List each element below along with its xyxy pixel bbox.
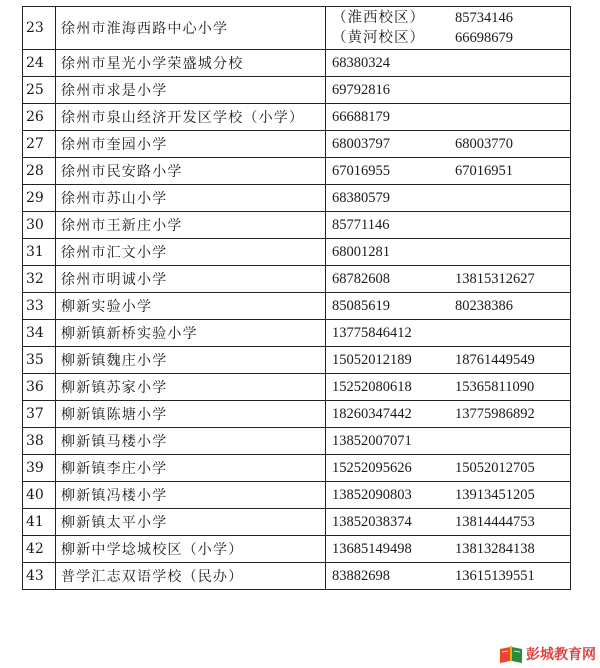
table-row	[23, 212, 571, 239]
table-body	[23, 7, 571, 590]
table-row	[23, 563, 571, 590]
table-row	[23, 401, 571, 428]
phone-cell	[326, 482, 571, 509]
phone-cell	[326, 509, 571, 536]
school-name: 柳新镇新桥实验小学	[56, 320, 326, 347]
campus-label: （黄河校区）	[332, 30, 425, 46]
phone-cell	[326, 320, 571, 347]
phone-primary: 13685149498	[332, 540, 412, 557]
row-number: 31	[23, 239, 56, 266]
table-row	[23, 77, 571, 104]
table-row	[23, 482, 571, 509]
row-number: 28	[23, 158, 56, 185]
row-number: 29	[23, 185, 56, 212]
row-number: 37	[23, 401, 56, 428]
phone-cell	[326, 428, 571, 455]
school-name: 徐州市淮海西路中心小学	[56, 7, 326, 50]
table-row	[23, 347, 571, 374]
phone-cell	[326, 374, 571, 401]
table-row	[23, 266, 571, 293]
row-number: 38	[23, 428, 56, 455]
table-row	[23, 158, 571, 185]
phone-cell	[326, 401, 571, 428]
table-row	[23, 7, 571, 50]
row-number: 27	[23, 131, 56, 158]
phone-secondary: 80238386	[455, 297, 513, 314]
phone-primary: 68001281	[332, 243, 390, 260]
phone-primary: 15252080618	[332, 378, 412, 395]
school-name: 徐州市明诚小学	[56, 266, 326, 293]
phone-primary: 85771146	[332, 216, 390, 233]
phone-cell	[326, 239, 571, 266]
row-number: 42	[23, 536, 56, 563]
row-number: 30	[23, 212, 56, 239]
campus-phone: 85734146	[455, 10, 513, 26]
phone-cell	[326, 131, 571, 158]
phone-cell	[326, 347, 571, 374]
phone-secondary: 68003770	[455, 135, 513, 152]
phone-cell	[326, 563, 571, 590]
phone-primary: 15052012189	[332, 351, 412, 368]
school-name: 徐州市民安路小学	[56, 158, 326, 185]
phone-cell	[326, 536, 571, 563]
school-name: 徐州市求是小学	[56, 77, 326, 104]
phone-primary: 68003797	[332, 135, 390, 152]
phone-secondary: 13813284138	[455, 540, 535, 557]
school-name: 徐州市王新庄小学	[56, 212, 326, 239]
school-name: 柳新实验小学	[56, 293, 326, 320]
table-row	[23, 50, 571, 77]
table-row	[23, 509, 571, 536]
school-name: 柳新镇陈塘小学	[56, 401, 326, 428]
watermark-text: 彭城教育网	[526, 647, 596, 663]
phone-primary: 13852090803	[332, 486, 412, 503]
table-row	[23, 131, 571, 158]
phone-cell	[326, 212, 571, 239]
phone-secondary: 13913451205	[455, 486, 535, 503]
phone-primary: 66688179	[332, 108, 390, 125]
school-name: 柳新镇太平小学	[56, 509, 326, 536]
school-name: 柳新镇魏庄小学	[56, 347, 326, 374]
phone-cell	[326, 266, 571, 293]
phone-cell	[326, 158, 571, 185]
phone-secondary: 13775986892	[455, 405, 535, 422]
phone-primary: 13775846412	[332, 324, 412, 341]
school-name: 柳新镇苏家小学	[56, 374, 326, 401]
phone-secondary: 67016951	[455, 162, 513, 179]
campus-label: （淮西校区）	[332, 10, 425, 26]
campus-phone: 66698679	[455, 30, 513, 46]
phone-primary: 13852038374	[332, 513, 412, 530]
school-name: 徐州市泉山经济开发区学校（小学）	[56, 104, 326, 131]
row-number: 40	[23, 482, 56, 509]
school-name: 柳新镇李庄小学	[56, 455, 326, 482]
phone-primary: 68380324	[332, 54, 390, 71]
row-number: 32	[23, 266, 56, 293]
school-contact-table	[22, 6, 571, 590]
school-name: 普学汇志双语学校（民办）	[56, 563, 326, 590]
row-number: 24	[23, 50, 56, 77]
phone-cell	[326, 104, 571, 131]
phone-primary: 67016955	[332, 162, 390, 179]
phone-cell	[326, 50, 571, 77]
school-name: 徐州市汇文小学	[56, 239, 326, 266]
campus-line	[332, 28, 570, 48]
phone-secondary: 13815312627	[455, 270, 535, 287]
phone-primary: 85085619	[332, 297, 390, 314]
phone-primary: 18260347442	[332, 405, 412, 422]
school-name: 徐州市奎园小学	[56, 131, 326, 158]
phone-cell	[326, 293, 571, 320]
phone-cell	[326, 455, 571, 482]
phone-primary: 68380579	[332, 189, 390, 206]
school-name: 柳新中学埝城校区（小学）	[56, 536, 326, 563]
book-logo-icon	[498, 644, 524, 664]
school-name: 徐州市星光小学荣盛城分校	[56, 50, 326, 77]
school-name: 柳新镇冯楼小学	[56, 482, 326, 509]
phone-cell	[326, 7, 571, 50]
phone-secondary: 15365811090	[455, 378, 535, 395]
row-number: 23	[23, 7, 56, 50]
table-row	[23, 374, 571, 401]
phone-primary: 68782608	[332, 270, 390, 287]
table-row	[23, 104, 571, 131]
row-number: 33	[23, 293, 56, 320]
phone-secondary: 15052012705	[455, 459, 535, 476]
table-row	[23, 293, 571, 320]
phone-primary: 83882698	[332, 567, 390, 584]
watermark	[498, 644, 596, 664]
phone-secondary: 18761449549	[455, 351, 535, 368]
phone-secondary: 13615139551	[455, 567, 535, 584]
row-number: 34	[23, 320, 56, 347]
campus-line	[332, 8, 570, 28]
row-number: 35	[23, 347, 56, 374]
table-row	[23, 185, 571, 212]
row-number: 36	[23, 374, 56, 401]
table-row	[23, 536, 571, 563]
row-number: 43	[23, 563, 56, 590]
row-number: 26	[23, 104, 56, 131]
phone-primary: 13852007071	[332, 432, 412, 449]
phone-primary: 15252095626	[332, 459, 412, 476]
phone-cell	[326, 185, 571, 212]
phone-secondary: 13814444753	[455, 513, 535, 530]
school-name: 徐州市苏山小学	[56, 185, 326, 212]
table-row	[23, 428, 571, 455]
table-row	[23, 320, 571, 347]
school-name: 柳新镇马楼小学	[56, 428, 326, 455]
row-number: 39	[23, 455, 56, 482]
row-number: 41	[23, 509, 56, 536]
row-number: 25	[23, 77, 56, 104]
phone-primary: 69792816	[332, 81, 390, 98]
table-row	[23, 455, 571, 482]
phone-cell	[326, 77, 571, 104]
table-row	[23, 239, 571, 266]
